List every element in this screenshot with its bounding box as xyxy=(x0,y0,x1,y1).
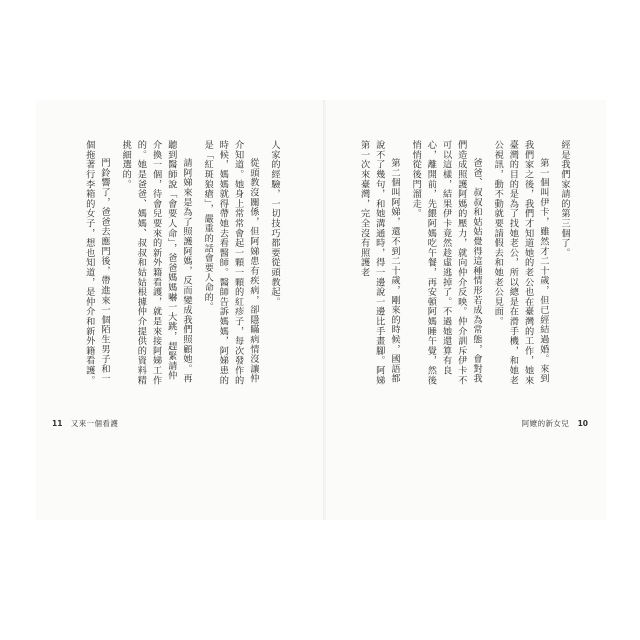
running-title: 阿嬤的新女兒 xyxy=(521,419,570,428)
left-page-footer xyxy=(46,418,118,429)
right-page-body xyxy=(356,140,578,390)
paragraph: 第二個叫阿娣，還不到二十歲，剛來的時候，國語都說不了幾句，和她溝通時，得一邊說一邊比手畫腳。阿娣第一次來臺灣，完全沒有照護老 xyxy=(358,140,400,385)
page-number: 11 xyxy=(52,419,63,428)
right-page xyxy=(326,100,606,520)
left-page-body xyxy=(82,140,288,390)
paragraph: 從頭教沒關係，但阿娣患有疾病，卻隱瞞病情沒讓仲介知道。她身上常常會起一顆一顆的紅疹子，每次發作的時候，媽媽就得帶她去看醫師。醫師告訴媽媽，阿娣患的是「紅斑狼瘡」，嚴重的話會要人命的。 xyxy=(202,140,259,385)
paragraph: 請阿娣來是為了照護阿媽，反而變成我們照顧她。再聽到醫師說「會要人命」，爸爸媽媽嚇一大跳，趕緊請仲介換一個，待會兒要來的新外籍看護，就是來接阿娣工作的。她是爸爸、媽媽、叔叔和姑姑根據仲介提供的資料精挑細選的。 xyxy=(120,140,192,385)
right-page-footer xyxy=(522,418,594,429)
paragraph: 第一個叫伊卡，雖然才二十歲，但已經結過婚。來到我們家之後，我們才知道她的老公也在臺灣的工作，她來臺灣的目的是為了找她老公，所以總是在滑手機，和她老公視訊，動不動就要請假去和她老公見面。 xyxy=(492,140,549,385)
page-number: 10 xyxy=(577,419,588,428)
left-page xyxy=(36,100,324,520)
paragraph: 爸爸、叔叔和姑姑覺得這種情形若成為常態，會對我們造成照護阿媽的壓力，就向仲介反映。仲介訓斥伊卡不可以這樣，結果伊卡竟然趁虛逃掉了。不過她還算有良心，離開前，先餵阿媽吃午餐，再安頓阿媽睡午覺，然後悄悄從後門溜走。 xyxy=(410,140,482,385)
paragraph: 人家的經驗，一切技巧都要從頭教起。 xyxy=(269,140,280,307)
paragraph: 經是我們家請的第三個了。 xyxy=(559,140,570,258)
paragraph: 門鈴響了，爸爸去應門後，帶進來一個陌生男子和一個拖著行李箱的女子，想也知道，是仲介和新外籍看護。 xyxy=(83,140,110,385)
running-title: 又來一個看護 xyxy=(70,419,119,428)
